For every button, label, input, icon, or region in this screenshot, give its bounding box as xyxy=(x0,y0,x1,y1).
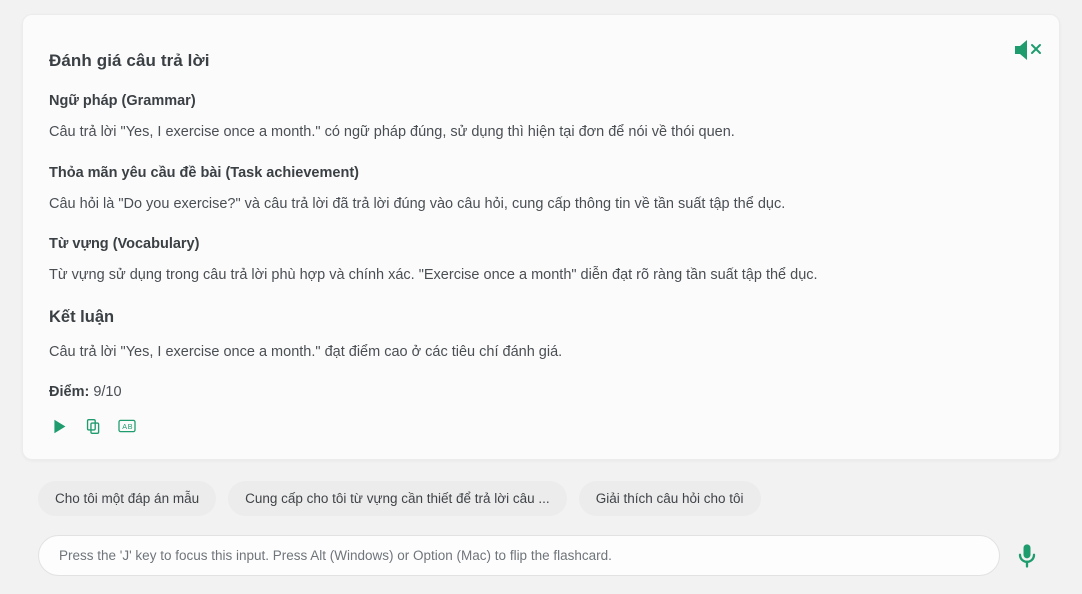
score-value: 9/10 xyxy=(93,384,122,401)
section-heading-vocabulary: Từ vựng (Vocabulary) xyxy=(49,236,200,253)
play-icon[interactable] xyxy=(49,416,69,436)
translate-icon[interactable] xyxy=(117,416,137,436)
message-input[interactable] xyxy=(38,535,1000,576)
section-body-grammar: Câu trả lời "Yes, I exercise once a month." có ngữ pháp đúng, sử dụng thì hiện tại đơn để nói về thói quen. xyxy=(49,124,735,140)
copy-icon[interactable] xyxy=(83,416,103,436)
evaluation-card xyxy=(22,14,1060,460)
svg-text:B: B xyxy=(127,422,133,432)
evaluation-content xyxy=(23,15,1059,436)
page-title: Đánh giá câu trả lời xyxy=(49,51,210,70)
section-heading-grammar: Ngữ pháp (Grammar) xyxy=(49,93,196,109)
suggestion-chip-explain-question[interactable]: Giải thích câu hỏi cho tôi xyxy=(579,481,761,516)
svg-text:A: A xyxy=(122,422,127,432)
score-label: Điểm: xyxy=(49,384,90,401)
suggestion-chip-vocabulary[interactable]: Cung cấp cho tôi từ vựng cần thiết để trả lời câu ... xyxy=(228,481,567,516)
suggestion-chip-sample-answer[interactable]: Cho tôi một đáp án mẫu xyxy=(38,481,216,516)
composer xyxy=(38,535,1044,576)
speaker-mute-icon[interactable] xyxy=(1011,37,1043,63)
microphone-icon[interactable] xyxy=(1010,539,1044,573)
section-heading-task-achievement: Thỏa mãn yêu cầu đề bài (Task achievement) xyxy=(49,164,359,181)
section-body-task-achievement: Câu hỏi là "Do you exercise?" và câu trả lời đã trả lời đúng vào câu hỏi, cung cấp thông tin về tần suất tập thể dục. xyxy=(49,195,786,212)
suggestion-chips xyxy=(38,481,761,516)
section-body-vocabulary: Từ vựng sử dụng trong câu trả lời phù hợp và chính xác. "Exercise once a month" diễn đạt rõ ràng tần suất tập thể dục. xyxy=(49,267,818,284)
conclusion-heading: Kết luận xyxy=(49,307,115,326)
score-line xyxy=(49,384,1033,400)
conclusion-body: Câu trả lời "Yes, I exercise once a month." đạt điểm cao ở các tiêu chí đánh giá. xyxy=(49,343,563,360)
message-actions xyxy=(49,416,1033,436)
